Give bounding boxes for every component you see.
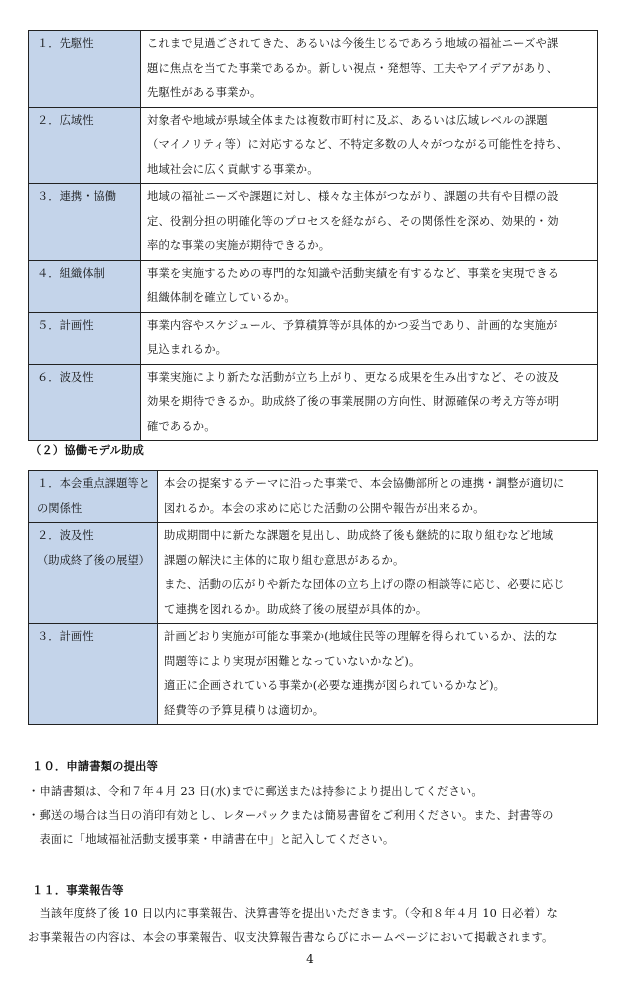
section-heading-submission: １０．申請書類の提出等 (32, 759, 158, 773)
criterion-description: 事業内容やスケジュール、予算積算等が具体的かつ妥当であり、計画的な実施が 見込まれるか。 (141, 312, 598, 364)
criterion-description: 地域の福祉ニーズや課題に対し、様々な主体がつながり、課題の共有や目標の設 定、役割分担の明確化等のプロセスを経ながら、その関係性を深め、効果的・効 率的な事業の実施が期待できるか。 (141, 184, 598, 261)
criterion-description: 計画どおり実施が可能な事業か(地域住民等の理解を得られているか、法的な 問題等により実現が困難となっていないかなど)。 適正に企画されている事業か(必要な連携が図られているかなど)。 経費等の予算見積りは適切か。 (158, 624, 598, 725)
table-row (29, 107, 598, 184)
table-row (29, 184, 598, 261)
criterion-description: 助成期間中に新たな課題を見出し、助成終了後も継続的に取り組むなど地域 課題の解決に主体的に取り組む意思があるか。 また、活動の広がりや新たな団体の立ち上げの際の相談等に応じ、必要に応じ て連携を図れるか。助成終了後の展望が具体的か。 (158, 523, 598, 624)
criterion-description: これまで見過ごされてきた、あるいは今後生じるであろう地域の福祉ニーズや課 題に焦点を当てた事業であるか。新しい視点・発想等、工夫やアイデアがあり、 先駆性がある事業か。 (141, 31, 598, 108)
table-row (29, 624, 598, 725)
paragraph-line: 当該年度終了後 10 日以内に事業報告、決算書等を提出いただきます。（令和８年４月 10 日必着）な (28, 907, 558, 920)
criterion-label: ３．計画性 (29, 624, 158, 725)
criterion-label: １．本会重点課題等と の関係性 (29, 471, 158, 523)
paragraph-line: 表面に「地域福祉活動支援事業・申請書在中」と記入してください。 (28, 833, 395, 846)
criteria-table-1 (28, 30, 598, 441)
criteria-table-2 (28, 470, 598, 725)
criterion-description: 対象者や地域が県域全体または複数市町村に及ぶ、あるいは広域レベルの課題 （マイノリティ等）に対応するなど、不特定多数の人々がつながる可能性を持ち、 地域社会に広く貢献する事業か。 (141, 107, 598, 184)
criterion-label: ６．波及性 (29, 364, 141, 441)
section-heading-report: １１．事業報告等 (32, 883, 124, 897)
criterion-description: 事業実施により新たな活動が立ち上がり、更なる成果を生み出すなど、その波及 効果を期待できるか。助成終了後の事業展開の方向性、財源確保の考え方等が明 確であるか。 (141, 364, 598, 441)
table-row (29, 523, 598, 624)
table-row (29, 364, 598, 441)
criterion-label: ２．広域性 (29, 107, 141, 184)
table-row (29, 312, 598, 364)
criterion-label: ５．計画性 (29, 312, 141, 364)
paragraph-line: ・郵送の場合は当日の消印有効とし、レターパックまたは簡易書留をご利用ください。また、封書等の (28, 809, 554, 822)
criterion-label: １．先駆性 (29, 31, 141, 108)
criterion-label: ４．組織体制 (29, 260, 141, 312)
table-row (29, 260, 598, 312)
table-row (29, 471, 598, 523)
criterion-description: 事業を実施するための専門的な知識や活動実績を有するなど、事業を実現できる 組織体制を確立しているか。 (141, 260, 598, 312)
page-number: 4 (306, 952, 314, 966)
section-heading-collaborative-model: （２）協働モデル助成 (30, 443, 144, 457)
paragraph-line: ・申請書類は、令和７年４月 23 日(水)までに郵送または持参により提出してください。 (28, 785, 483, 798)
criterion-label: ２．波及性 （助成終了後の展望） (29, 523, 158, 624)
criterion-description: 本会の提案するテーマに沿った事業で、本会協働部所との連携・調整が適切に 図れるか。本会の求めに応じた活動の公開や報告が出来るか。 (158, 471, 598, 523)
paragraph-line: お事業報告の内容は、本会の事業報告、収支決算報告書ならびにホームページにおいて掲載されます。 (28, 931, 554, 944)
criterion-label: ３．連携・協働 (29, 184, 141, 261)
table-row (29, 31, 598, 108)
